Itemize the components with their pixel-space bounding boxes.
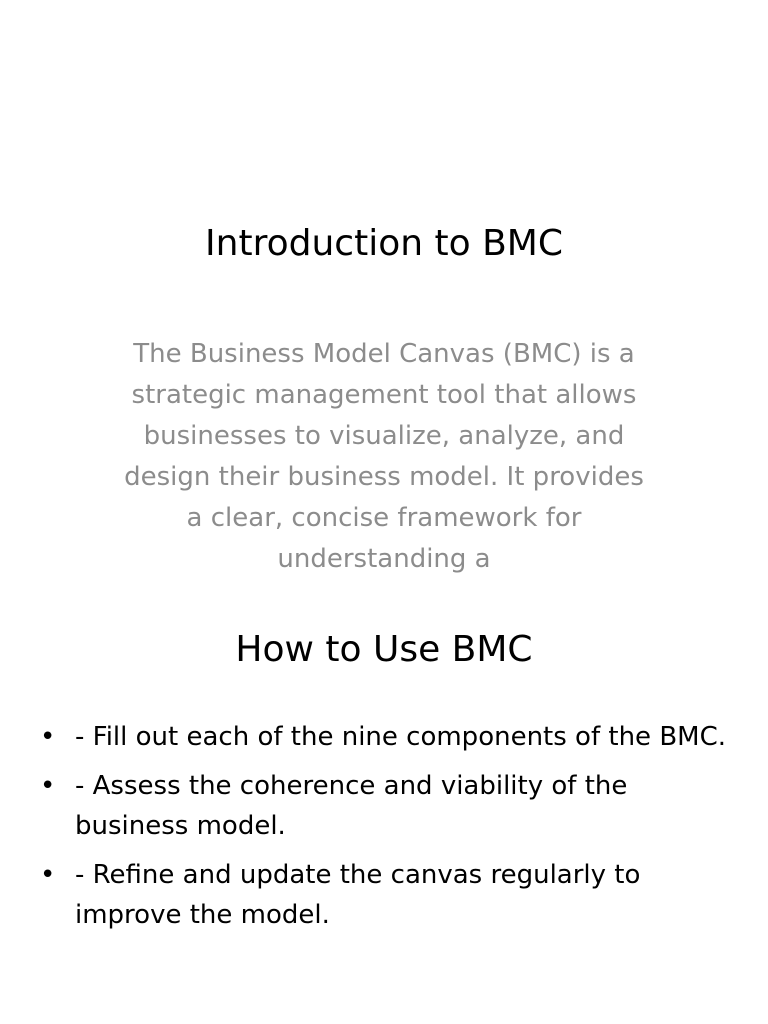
slide-title-how-to-use: How to Use BMC (235, 629, 533, 670)
slide-subtitle-description: The Business Model Canvas (BMC) is a strategic management tool that allows businesses to visualize, analyze, and design their business model. It provides a clear, concise framework for understanding a (124, 339, 644, 574)
bullet-dot-icon: • (40, 860, 56, 890)
bullet-text: - Fill out each of the nine components of the BMC. (75, 722, 727, 752)
bullet-item (40, 855, 730, 935)
bullet-item (40, 766, 730, 846)
bullet-item (40, 717, 730, 757)
bullet-list (40, 717, 730, 944)
bullet-dot-icon: • (40, 771, 56, 801)
bullet-text: - Refine and update the canvas regularly to improve the model. (75, 860, 641, 930)
bullet-dot-icon: • (40, 722, 56, 752)
bullet-text: - Assess the coherence and viability of the business model. (75, 771, 628, 841)
slide-title-introduction: Introduction to BMC (205, 223, 563, 264)
